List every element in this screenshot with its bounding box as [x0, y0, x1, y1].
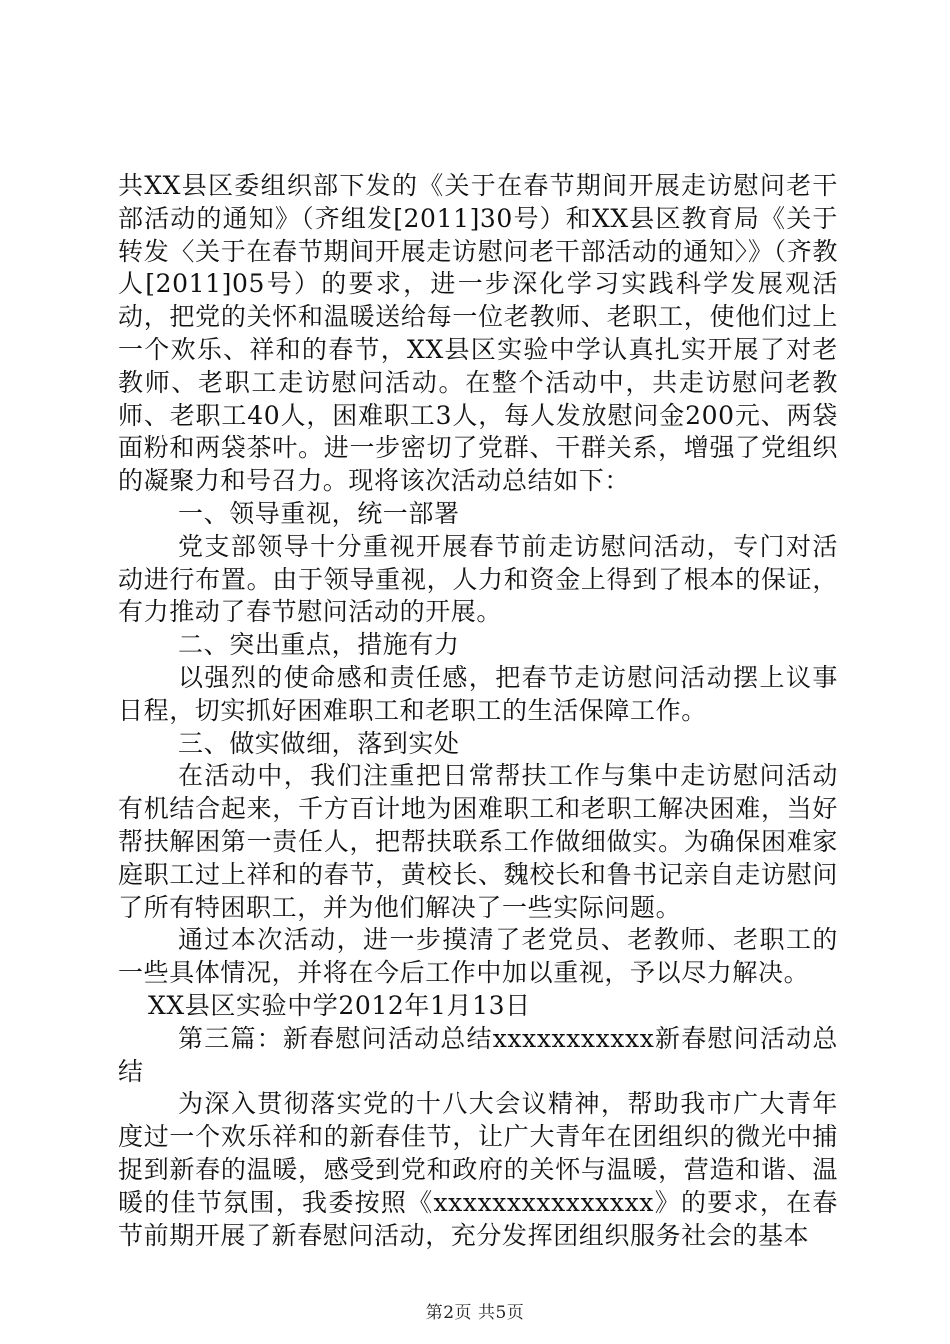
- section-heading-2: 二、突出重点，措施有力: [178, 630, 460, 660]
- paragraph-section-3: 在活动中，我们注重把日常帮扶工作与集中走访慰问活动有机结合起来，千方百计地为困难职工和老职工解决困难，当好帮扶解困第一责任人，把帮扶联系工作做细做实。为确保困难家庭职工过上祥和的春节，黄校长、魏校长和鲁书记亲自走访慰问了所有特困职工，并为他们解决了一些实际问题。: [118, 761, 838, 922]
- chapter-title: 第三篇：新春慰问活动总结xxxxxxxxxxx新春慰问活动总结: [118, 1023, 838, 1086]
- paragraph-section-1: 党支部领导十分重视开展春节前走访慰问活动，专门对活动进行布置。由于领导重视，人力和资金上得到了根本的保证，有力推动了春节慰问活动的开展。: [118, 531, 838, 627]
- section-heading-1: 一、领导重视，统一部署: [178, 498, 460, 528]
- paragraph-section-2: 以强烈的使命感和责任感，把春节走访慰问活动摆上议事日程，切实抓好困难职工和老职工的生活保障工作。: [118, 662, 838, 725]
- signature-date: XX县区实验中学2012年1月13日: [148, 990, 531, 1020]
- section-heading-3: 三、做实做细，落到实处: [178, 728, 460, 758]
- paragraph-intro: 共XX县区委组织部下发的《关于在春节期间开展走访慰问老干部活动的通知》（齐组发[2011]30号）和XX县区教育局《关于转发〈关于在春节期间开展走访慰问老干部活动的通知〉》（齐教人[2011]05号）的要求，进一步深化学习实践科学发展观活动，把党的关怀和温暖送给每一位老教师、老职工，使他们过上一个欢乐、祥和的春节，XX县区实验中学认真扎实开展了对老教师、老职工走访慰问活动。在整个活动中，共走访慰问老教师、老职工40人，困难职工3人，每人发放慰问金200元、两袋面粉和两袋茶叶。进一步密切了党群、干群关系，增强了党组织的凝聚力和号召力。现将该次活动总结如下：: [118, 171, 838, 496]
- page-number-footer: 第2页 共5页: [425, 1303, 525, 1323]
- paragraph-new-chapter: 为深入贯彻落实党的十八大会议精神，帮助我市广大青年度过一个欢乐祥和的新春佳节，让广大青年在团组织的微光中捕捉到新春的温暖，感受到党和政府的关怀与温暖，营造和谐、温暖的佳节氛围，我委按照《xxxxxxxxxxxxxxx》的要求，在春节前期开展了新春慰问活动，充分发挥团组织服务社会的基本: [118, 1089, 838, 1250]
- paragraph-conclusion: 通过本次活动，进一步摸清了老党员、老教师、老职工的一些具体情况，并将在今后工作中加以重视，予以尽力解决。: [118, 925, 838, 988]
- document-body: [118, 170, 838, 1252]
